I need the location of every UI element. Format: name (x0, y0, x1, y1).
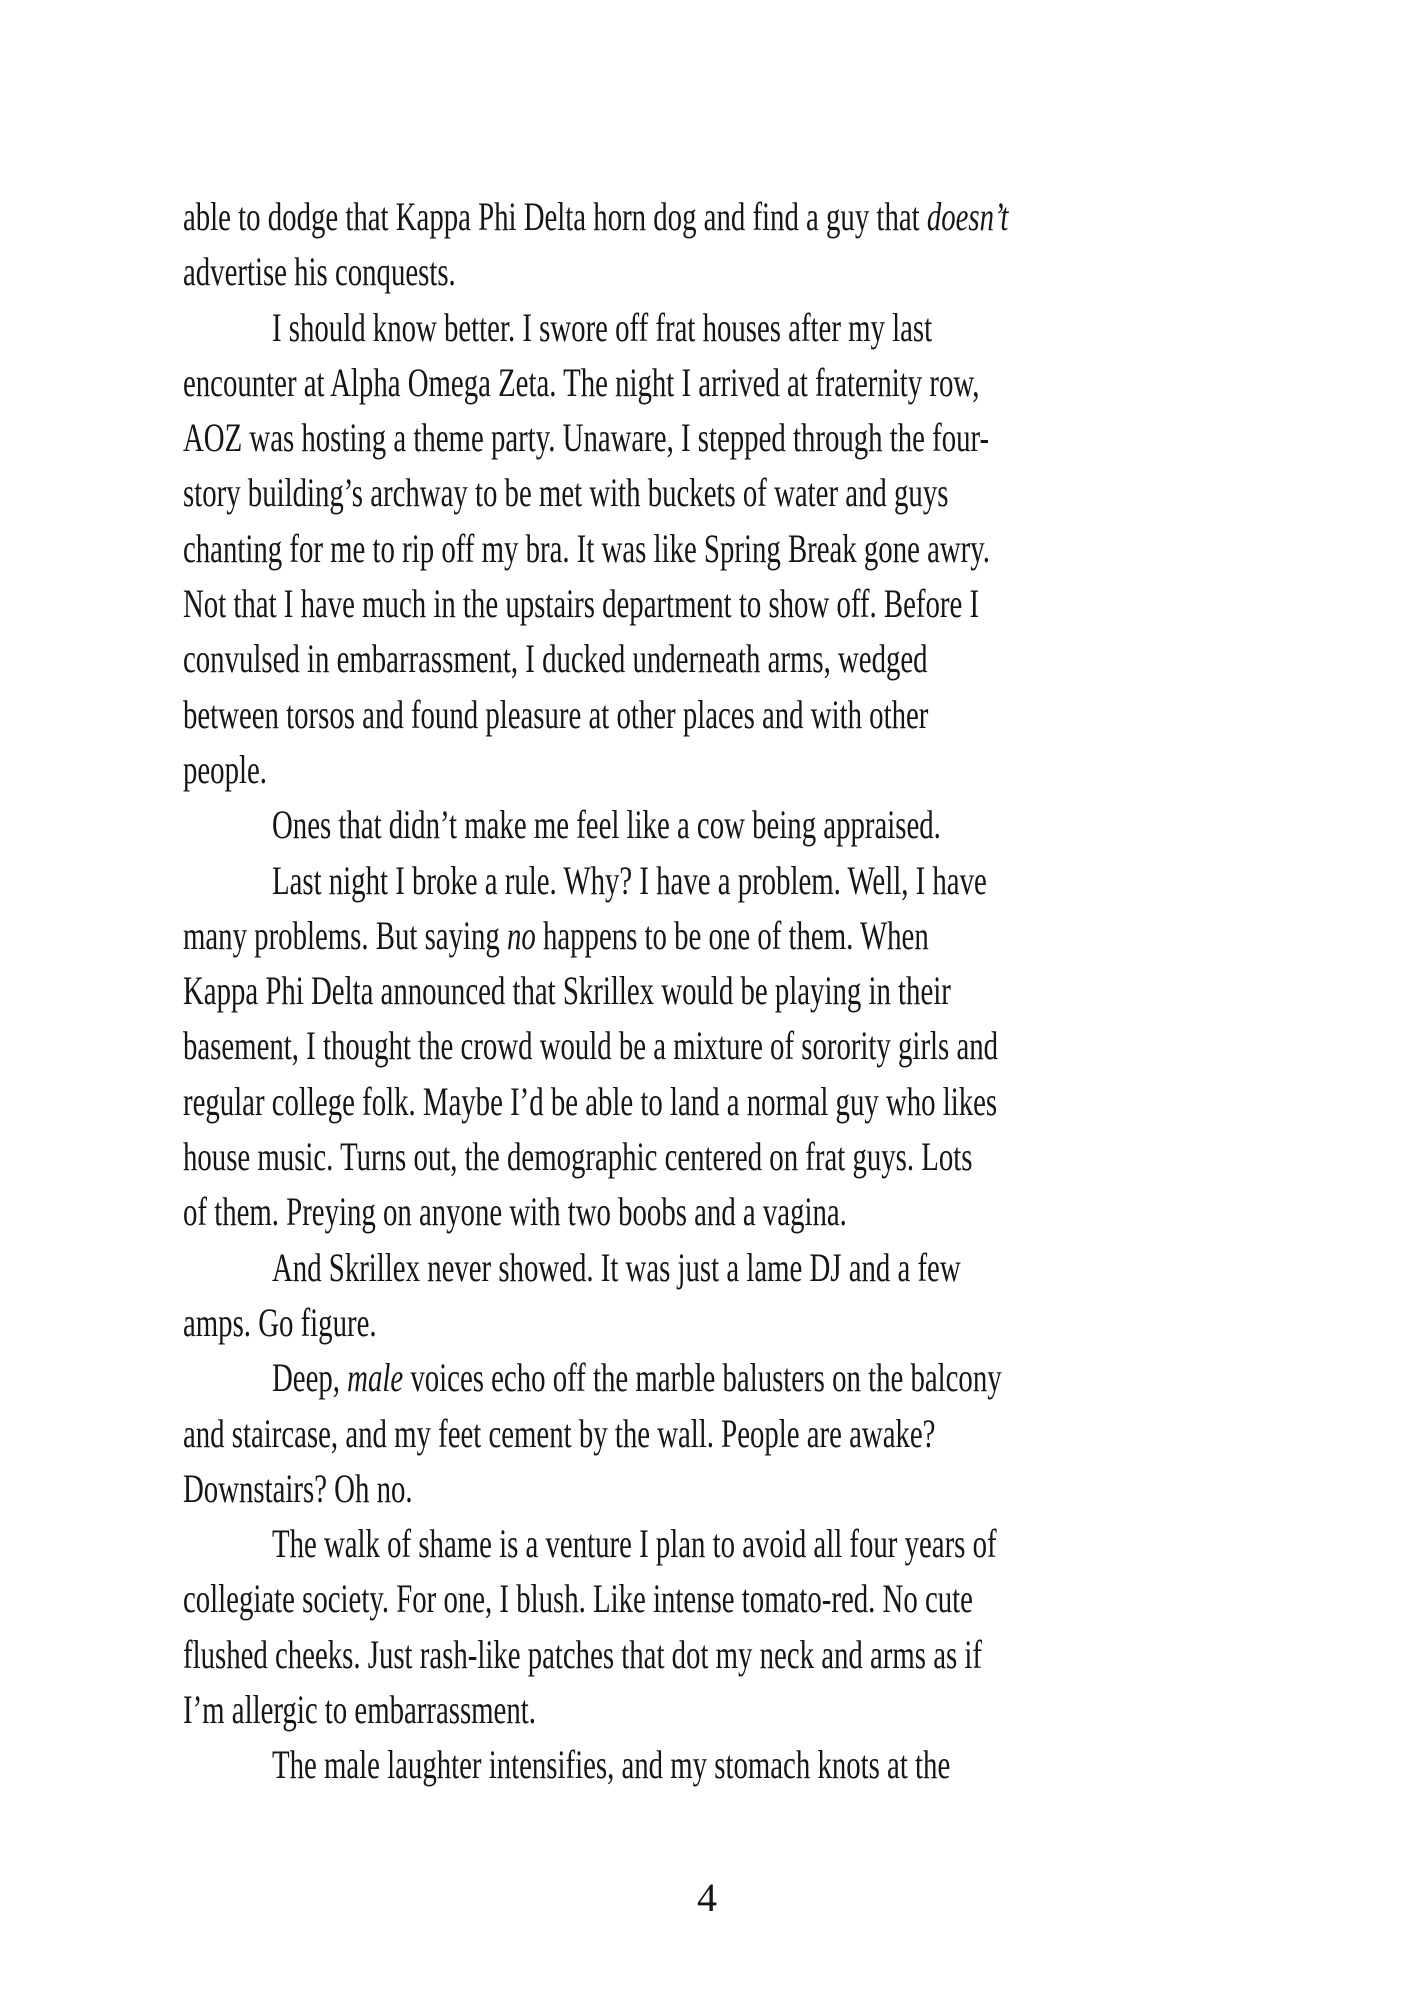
text-run: and staircase, and my feet cement by the wall. People are awake? (183, 1410, 936, 1456)
paragraph (183, 189, 1283, 300)
italic-text-run: doesn’t (926, 194, 1009, 239)
text-line (183, 576, 980, 631)
text-line (183, 1295, 975, 1350)
text-line (183, 1461, 975, 1516)
text-line (183, 1129, 975, 1184)
text-run: voices echo off the marble balusters on the balcony (403, 1355, 1002, 1401)
paragraph (183, 797, 1283, 852)
text-run: Last night I broke a rule. Why? I have a problem. Well, I have (272, 857, 987, 903)
text-run: basement, I thought the crowd would be a mixture of sorority girls and (183, 1023, 999, 1069)
text-run: chanting for me to rip off my bra. It was like Spring Break gone awry. (183, 525, 990, 571)
text-run: AOZ was hosting a theme party. Unaware, I stepped through the four- (183, 415, 990, 461)
text-run: able to dodge that Kappa Phi Delta horn dog and find a guy that (183, 194, 927, 239)
paragraph (183, 1240, 1283, 1351)
text-run: between torsos and found pleasure at other places and with other (183, 691, 929, 737)
text-line (183, 1682, 975, 1737)
text-line (183, 631, 975, 686)
text-run: Deep, (272, 1355, 348, 1401)
paragraph (183, 1350, 1283, 1516)
text-line (183, 742, 975, 797)
text-line (272, 300, 1000, 355)
text-line (272, 853, 1000, 908)
text-run: Not that I have much in the upstairs department to show off. Before I (183, 581, 980, 627)
italic-text-run: male (347, 1355, 404, 1401)
text-run: people. (183, 746, 267, 792)
text-run: encounter at Alpha Omega Zeta. The night I arrived at fraternity row, (183, 359, 980, 405)
text-run: Downstairs? Oh no. (183, 1465, 413, 1511)
text-run: collegiate society. For one, I blush. Like intense tomato-red. No cute (183, 1576, 973, 1622)
text-line (272, 797, 1000, 852)
text-run: amps. Go figure. (183, 1299, 377, 1345)
text-line (183, 410, 990, 465)
text-line (183, 244, 975, 299)
text-run: of them. Preying on anyone with two boobs and a vagina. (183, 1189, 847, 1235)
text-line (183, 1018, 999, 1073)
text-line (183, 465, 975, 520)
text-run: Kappa Phi Delta announced that Skrillex would be playing in their (183, 968, 951, 1014)
paragraph (183, 1516, 1283, 1737)
page-number: 4 (697, 1875, 717, 1920)
text-run: And Skrillex never showed. It was just a lame DJ and a few (272, 1244, 961, 1290)
text-run: I’m allergic to embarrassment. (183, 1687, 536, 1733)
text-run: Ones that didn’t make me feel like a cow being appraised. (272, 802, 941, 848)
text-run: The walk of shame is a venture I plan to avoid all four years of (272, 1521, 997, 1567)
text-line (272, 1737, 1000, 1792)
text-line (272, 1240, 1000, 1295)
text-run: house music. Turns out, the demographic centered on frat guys. Lots (183, 1134, 973, 1180)
text-line (272, 1350, 1000, 1405)
paragraph (183, 1737, 1283, 1792)
text-line (183, 1074, 998, 1129)
text-line (183, 189, 1009, 244)
text-line (183, 1571, 975, 1626)
text-line (272, 1516, 1000, 1571)
text-line (183, 1184, 975, 1239)
text-run: The male laughter intensifies, and my stomach knots at the (272, 1742, 951, 1788)
text-line (183, 687, 975, 742)
text-run: happens to be one of them. When (535, 912, 929, 958)
text-line (183, 963, 975, 1018)
text-run: regular college folk. Maybe I’d be able to land a normal guy who likes (183, 1078, 998, 1124)
text-run: I should know better. I swore off frat houses after my last (272, 304, 933, 350)
text-line (183, 908, 975, 963)
text-run: advertise his conquests. (183, 249, 456, 295)
text-line (183, 521, 990, 576)
italic-text-run: no (506, 912, 536, 958)
text-line (183, 355, 980, 410)
text-run: flushed cheeks. Just rash-like patches that dot my neck and arms as if (183, 1631, 982, 1677)
text-line (183, 1627, 982, 1682)
text-line (183, 1406, 975, 1461)
text-block (183, 189, 1283, 1793)
text-run: many problems. But saying (183, 912, 507, 958)
paragraph (183, 300, 1283, 798)
text-run: story building’s archway to be met with buckets of water and guys (183, 470, 949, 516)
text-run: convulsed in embarrassment, I ducked underneath arms, wedged (183, 636, 928, 682)
paragraph (183, 853, 1283, 1240)
